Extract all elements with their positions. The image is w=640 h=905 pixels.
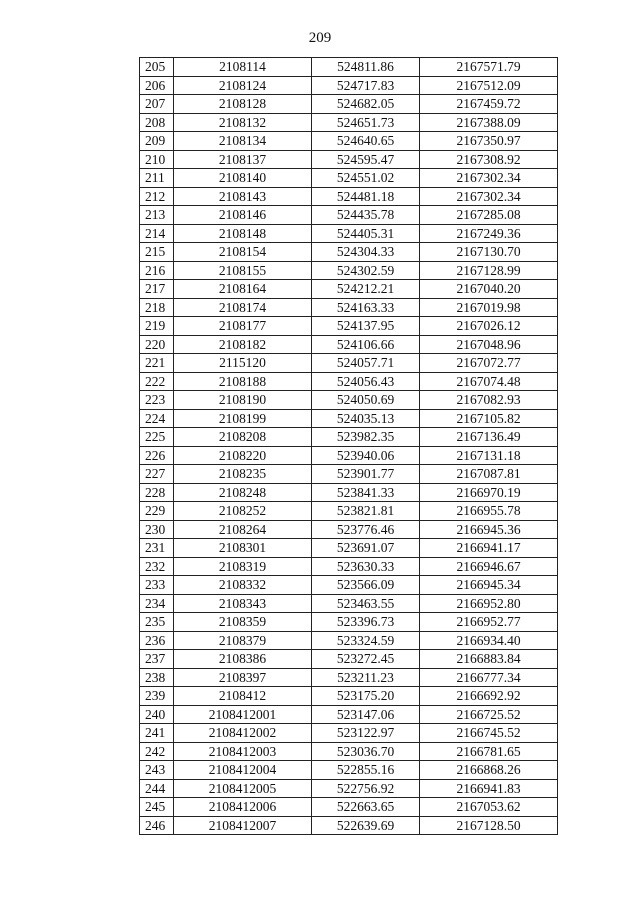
x-coordinate-cell: 524304.33 — [312, 243, 420, 262]
row-number-cell: 209 — [140, 132, 174, 151]
y-coordinate-cell: 2166745.52 — [420, 724, 558, 743]
x-coordinate-cell: 524302.59 — [312, 261, 420, 280]
x-coordinate-cell: 523691.07 — [312, 539, 420, 558]
row-number-cell: 238 — [140, 668, 174, 687]
row-number-cell: 242 — [140, 742, 174, 761]
x-coordinate-cell: 523396.73 — [312, 613, 420, 632]
y-coordinate-cell: 2167072.77 — [420, 354, 558, 373]
table-row — [140, 798, 558, 817]
point-id-cell: 2108248 — [174, 483, 312, 502]
point-id-cell: 2108177 — [174, 317, 312, 336]
row-number-cell: 216 — [140, 261, 174, 280]
x-coordinate-cell: 523147.06 — [312, 705, 420, 724]
row-number-cell: 232 — [140, 557, 174, 576]
point-id-cell: 2108332 — [174, 576, 312, 595]
table-row — [140, 187, 558, 206]
x-coordinate-cell: 522756.92 — [312, 779, 420, 798]
table-row — [140, 520, 558, 539]
point-id-cell: 2108188 — [174, 372, 312, 391]
row-number-cell: 227 — [140, 465, 174, 484]
table-row — [140, 354, 558, 373]
y-coordinate-cell: 2166777.34 — [420, 668, 558, 687]
row-number-cell: 233 — [140, 576, 174, 595]
row-number-cell: 220 — [140, 335, 174, 354]
row-number-cell: 221 — [140, 354, 174, 373]
row-number-cell: 244 — [140, 779, 174, 798]
row-number-cell: 214 — [140, 224, 174, 243]
table-row — [140, 317, 558, 336]
y-coordinate-cell: 2166692.92 — [420, 687, 558, 706]
x-coordinate-cell: 522663.65 — [312, 798, 420, 817]
x-coordinate-cell: 524057.71 — [312, 354, 420, 373]
x-coordinate-cell: 523272.45 — [312, 650, 420, 669]
table-row — [140, 446, 558, 465]
table-row — [140, 206, 558, 225]
x-coordinate-cell: 523175.20 — [312, 687, 420, 706]
table-row — [140, 724, 558, 743]
table-row — [140, 705, 558, 724]
table-row — [140, 502, 558, 521]
table-row — [140, 594, 558, 613]
table-row — [140, 113, 558, 132]
x-coordinate-cell: 524106.66 — [312, 335, 420, 354]
y-coordinate-cell: 2167459.72 — [420, 95, 558, 114]
y-coordinate-cell: 2167074.48 — [420, 372, 558, 391]
row-number-cell: 205 — [140, 58, 174, 77]
y-coordinate-cell: 2166970.19 — [420, 483, 558, 502]
table-row — [140, 557, 558, 576]
point-id-cell: 2108412007 — [174, 816, 312, 835]
row-number-cell: 225 — [140, 428, 174, 447]
y-coordinate-cell: 2167019.98 — [420, 298, 558, 317]
point-id-cell: 2108140 — [174, 169, 312, 188]
row-number-cell: 226 — [140, 446, 174, 465]
table-row — [140, 243, 558, 262]
x-coordinate-cell: 523630.33 — [312, 557, 420, 576]
y-coordinate-cell: 2167128.50 — [420, 816, 558, 835]
point-id-cell: 2108132 — [174, 113, 312, 132]
x-coordinate-cell: 524717.83 — [312, 76, 420, 95]
row-number-cell: 208 — [140, 113, 174, 132]
x-coordinate-cell: 523841.33 — [312, 483, 420, 502]
table-row — [140, 742, 558, 761]
point-id-cell: 2108379 — [174, 631, 312, 650]
row-number-cell: 206 — [140, 76, 174, 95]
y-coordinate-cell: 2166941.83 — [420, 779, 558, 798]
x-coordinate-cell: 524640.65 — [312, 132, 420, 151]
y-coordinate-cell: 2166955.78 — [420, 502, 558, 521]
table-row — [140, 687, 558, 706]
point-id-cell: 2108124 — [174, 76, 312, 95]
row-number-cell: 223 — [140, 391, 174, 410]
table-row — [140, 816, 558, 835]
y-coordinate-cell: 2167040.20 — [420, 280, 558, 299]
y-coordinate-cell: 2166883.84 — [420, 650, 558, 669]
x-coordinate-cell: 524682.05 — [312, 95, 420, 114]
y-coordinate-cell: 2166941.17 — [420, 539, 558, 558]
y-coordinate-cell: 2166934.40 — [420, 631, 558, 650]
y-coordinate-cell: 2167131.18 — [420, 446, 558, 465]
row-number-cell: 231 — [140, 539, 174, 558]
y-coordinate-cell: 2167087.81 — [420, 465, 558, 484]
row-number-cell: 210 — [140, 150, 174, 169]
page-number: 209 — [308, 30, 332, 46]
point-id-cell: 2108386 — [174, 650, 312, 669]
row-number-cell: 243 — [140, 761, 174, 780]
x-coordinate-cell: 523463.55 — [312, 594, 420, 613]
y-coordinate-cell: 2166946.67 — [420, 557, 558, 576]
y-coordinate-cell: 2167136.49 — [420, 428, 558, 447]
row-number-cell: 224 — [140, 409, 174, 428]
x-coordinate-cell: 524435.78 — [312, 206, 420, 225]
row-number-cell: 219 — [140, 317, 174, 336]
x-coordinate-cell: 523901.77 — [312, 465, 420, 484]
x-coordinate-cell: 523211.23 — [312, 668, 420, 687]
point-id-cell: 2108252 — [174, 502, 312, 521]
row-number-cell: 230 — [140, 520, 174, 539]
point-id-cell: 2108412006 — [174, 798, 312, 817]
point-id-cell: 2108412002 — [174, 724, 312, 743]
row-number-cell: 236 — [140, 631, 174, 650]
point-id-cell: 2108155 — [174, 261, 312, 280]
row-number-cell: 240 — [140, 705, 174, 724]
row-number-cell: 207 — [140, 95, 174, 114]
point-id-cell: 2115120 — [174, 354, 312, 373]
x-coordinate-cell: 523776.46 — [312, 520, 420, 539]
x-coordinate-cell: 523036.70 — [312, 742, 420, 761]
point-id-cell: 2108412003 — [174, 742, 312, 761]
row-number-cell: 246 — [140, 816, 174, 835]
table-row — [140, 409, 558, 428]
table-row — [140, 169, 558, 188]
point-id-cell: 2108114 — [174, 58, 312, 77]
table-row — [140, 335, 558, 354]
table-row — [140, 58, 558, 77]
y-coordinate-cell: 2167308.92 — [420, 150, 558, 169]
x-coordinate-cell: 524551.02 — [312, 169, 420, 188]
table-row — [140, 132, 558, 151]
point-id-cell: 2108190 — [174, 391, 312, 410]
point-id-cell: 2108174 — [174, 298, 312, 317]
table-row — [140, 465, 558, 484]
point-id-cell: 2108208 — [174, 428, 312, 447]
y-coordinate-cell: 2167571.79 — [420, 58, 558, 77]
x-coordinate-cell: 523566.09 — [312, 576, 420, 595]
y-coordinate-cell: 2166781.65 — [420, 742, 558, 761]
point-id-cell: 2108319 — [174, 557, 312, 576]
table-row — [140, 150, 558, 169]
point-id-cell: 2108220 — [174, 446, 312, 465]
row-number-cell: 228 — [140, 483, 174, 502]
row-number-cell: 241 — [140, 724, 174, 743]
row-number-cell: 235 — [140, 613, 174, 632]
y-coordinate-cell: 2166945.36 — [420, 520, 558, 539]
point-id-cell: 2108235 — [174, 465, 312, 484]
y-coordinate-cell: 2167048.96 — [420, 335, 558, 354]
y-coordinate-cell: 2167105.82 — [420, 409, 558, 428]
y-coordinate-cell: 2166945.34 — [420, 576, 558, 595]
x-coordinate-cell: 523982.35 — [312, 428, 420, 447]
y-coordinate-cell: 2166952.80 — [420, 594, 558, 613]
point-id-cell: 2108412001 — [174, 705, 312, 724]
table-row — [140, 539, 558, 558]
y-coordinate-cell: 2167026.12 — [420, 317, 558, 336]
point-id-cell: 2108264 — [174, 520, 312, 539]
coordinates-table-body — [140, 58, 558, 835]
point-id-cell: 2108412004 — [174, 761, 312, 780]
point-id-cell: 2108137 — [174, 150, 312, 169]
x-coordinate-cell: 524163.33 — [312, 298, 420, 317]
x-coordinate-cell: 524035.13 — [312, 409, 420, 428]
table-row — [140, 483, 558, 502]
y-coordinate-cell: 2167285.08 — [420, 206, 558, 225]
y-coordinate-cell: 2167128.99 — [420, 261, 558, 280]
table-row — [140, 280, 558, 299]
table-row — [140, 576, 558, 595]
row-number-cell: 215 — [140, 243, 174, 262]
row-number-cell: 245 — [140, 798, 174, 817]
point-id-cell: 2108397 — [174, 668, 312, 687]
y-coordinate-cell: 2166725.52 — [420, 705, 558, 724]
table-row — [140, 391, 558, 410]
point-id-cell: 2108128 — [174, 95, 312, 114]
point-id-cell: 2108148 — [174, 224, 312, 243]
x-coordinate-cell: 524056.43 — [312, 372, 420, 391]
table-row — [140, 631, 558, 650]
x-coordinate-cell: 524651.73 — [312, 113, 420, 132]
table-row — [140, 428, 558, 447]
x-coordinate-cell: 524811.86 — [312, 58, 420, 77]
table-row — [140, 224, 558, 243]
point-id-cell: 2108199 — [174, 409, 312, 428]
table-row — [140, 95, 558, 114]
row-number-cell: 218 — [140, 298, 174, 317]
table-row — [140, 372, 558, 391]
table-row — [140, 779, 558, 798]
y-coordinate-cell: 2166952.77 — [420, 613, 558, 632]
x-coordinate-cell: 523821.81 — [312, 502, 420, 521]
y-coordinate-cell: 2167350.97 — [420, 132, 558, 151]
table-row — [140, 76, 558, 95]
row-number-cell: 229 — [140, 502, 174, 521]
x-coordinate-cell: 522639.69 — [312, 816, 420, 835]
table-row — [140, 261, 558, 280]
point-id-cell: 2108182 — [174, 335, 312, 354]
y-coordinate-cell: 2167512.09 — [420, 76, 558, 95]
x-coordinate-cell: 524405.31 — [312, 224, 420, 243]
x-coordinate-cell: 524050.69 — [312, 391, 420, 410]
point-id-cell: 2108343 — [174, 594, 312, 613]
x-coordinate-cell: 523324.59 — [312, 631, 420, 650]
y-coordinate-cell: 2167302.34 — [420, 169, 558, 188]
y-coordinate-cell: 2167388.09 — [420, 113, 558, 132]
coordinates-table — [139, 57, 558, 835]
y-coordinate-cell: 2167082.93 — [420, 391, 558, 410]
row-number-cell: 213 — [140, 206, 174, 225]
row-number-cell: 217 — [140, 280, 174, 299]
row-number-cell: 234 — [140, 594, 174, 613]
y-coordinate-cell: 2167130.70 — [420, 243, 558, 262]
y-coordinate-cell: 2167249.36 — [420, 224, 558, 243]
point-id-cell: 2108164 — [174, 280, 312, 299]
point-id-cell: 2108412 — [174, 687, 312, 706]
y-coordinate-cell: 2167053.62 — [420, 798, 558, 817]
row-number-cell: 239 — [140, 687, 174, 706]
point-id-cell: 2108146 — [174, 206, 312, 225]
point-id-cell: 2108359 — [174, 613, 312, 632]
table-row — [140, 650, 558, 669]
table-row — [140, 613, 558, 632]
row-number-cell: 211 — [140, 169, 174, 188]
x-coordinate-cell: 524137.95 — [312, 317, 420, 336]
point-id-cell: 2108154 — [174, 243, 312, 262]
table-row — [140, 761, 558, 780]
point-id-cell: 2108301 — [174, 539, 312, 558]
x-coordinate-cell: 524481.18 — [312, 187, 420, 206]
point-id-cell: 2108134 — [174, 132, 312, 151]
x-coordinate-cell: 523122.97 — [312, 724, 420, 743]
x-coordinate-cell: 524595.47 — [312, 150, 420, 169]
row-number-cell: 212 — [140, 187, 174, 206]
row-number-cell: 222 — [140, 372, 174, 391]
point-id-cell: 2108412005 — [174, 779, 312, 798]
x-coordinate-cell: 523940.06 — [312, 446, 420, 465]
point-id-cell: 2108143 — [174, 187, 312, 206]
y-coordinate-cell: 2166868.26 — [420, 761, 558, 780]
table-row — [140, 668, 558, 687]
table-row — [140, 298, 558, 317]
x-coordinate-cell: 524212.21 — [312, 280, 420, 299]
y-coordinate-cell: 2167302.34 — [420, 187, 558, 206]
x-coordinate-cell: 522855.16 — [312, 761, 420, 780]
row-number-cell: 237 — [140, 650, 174, 669]
